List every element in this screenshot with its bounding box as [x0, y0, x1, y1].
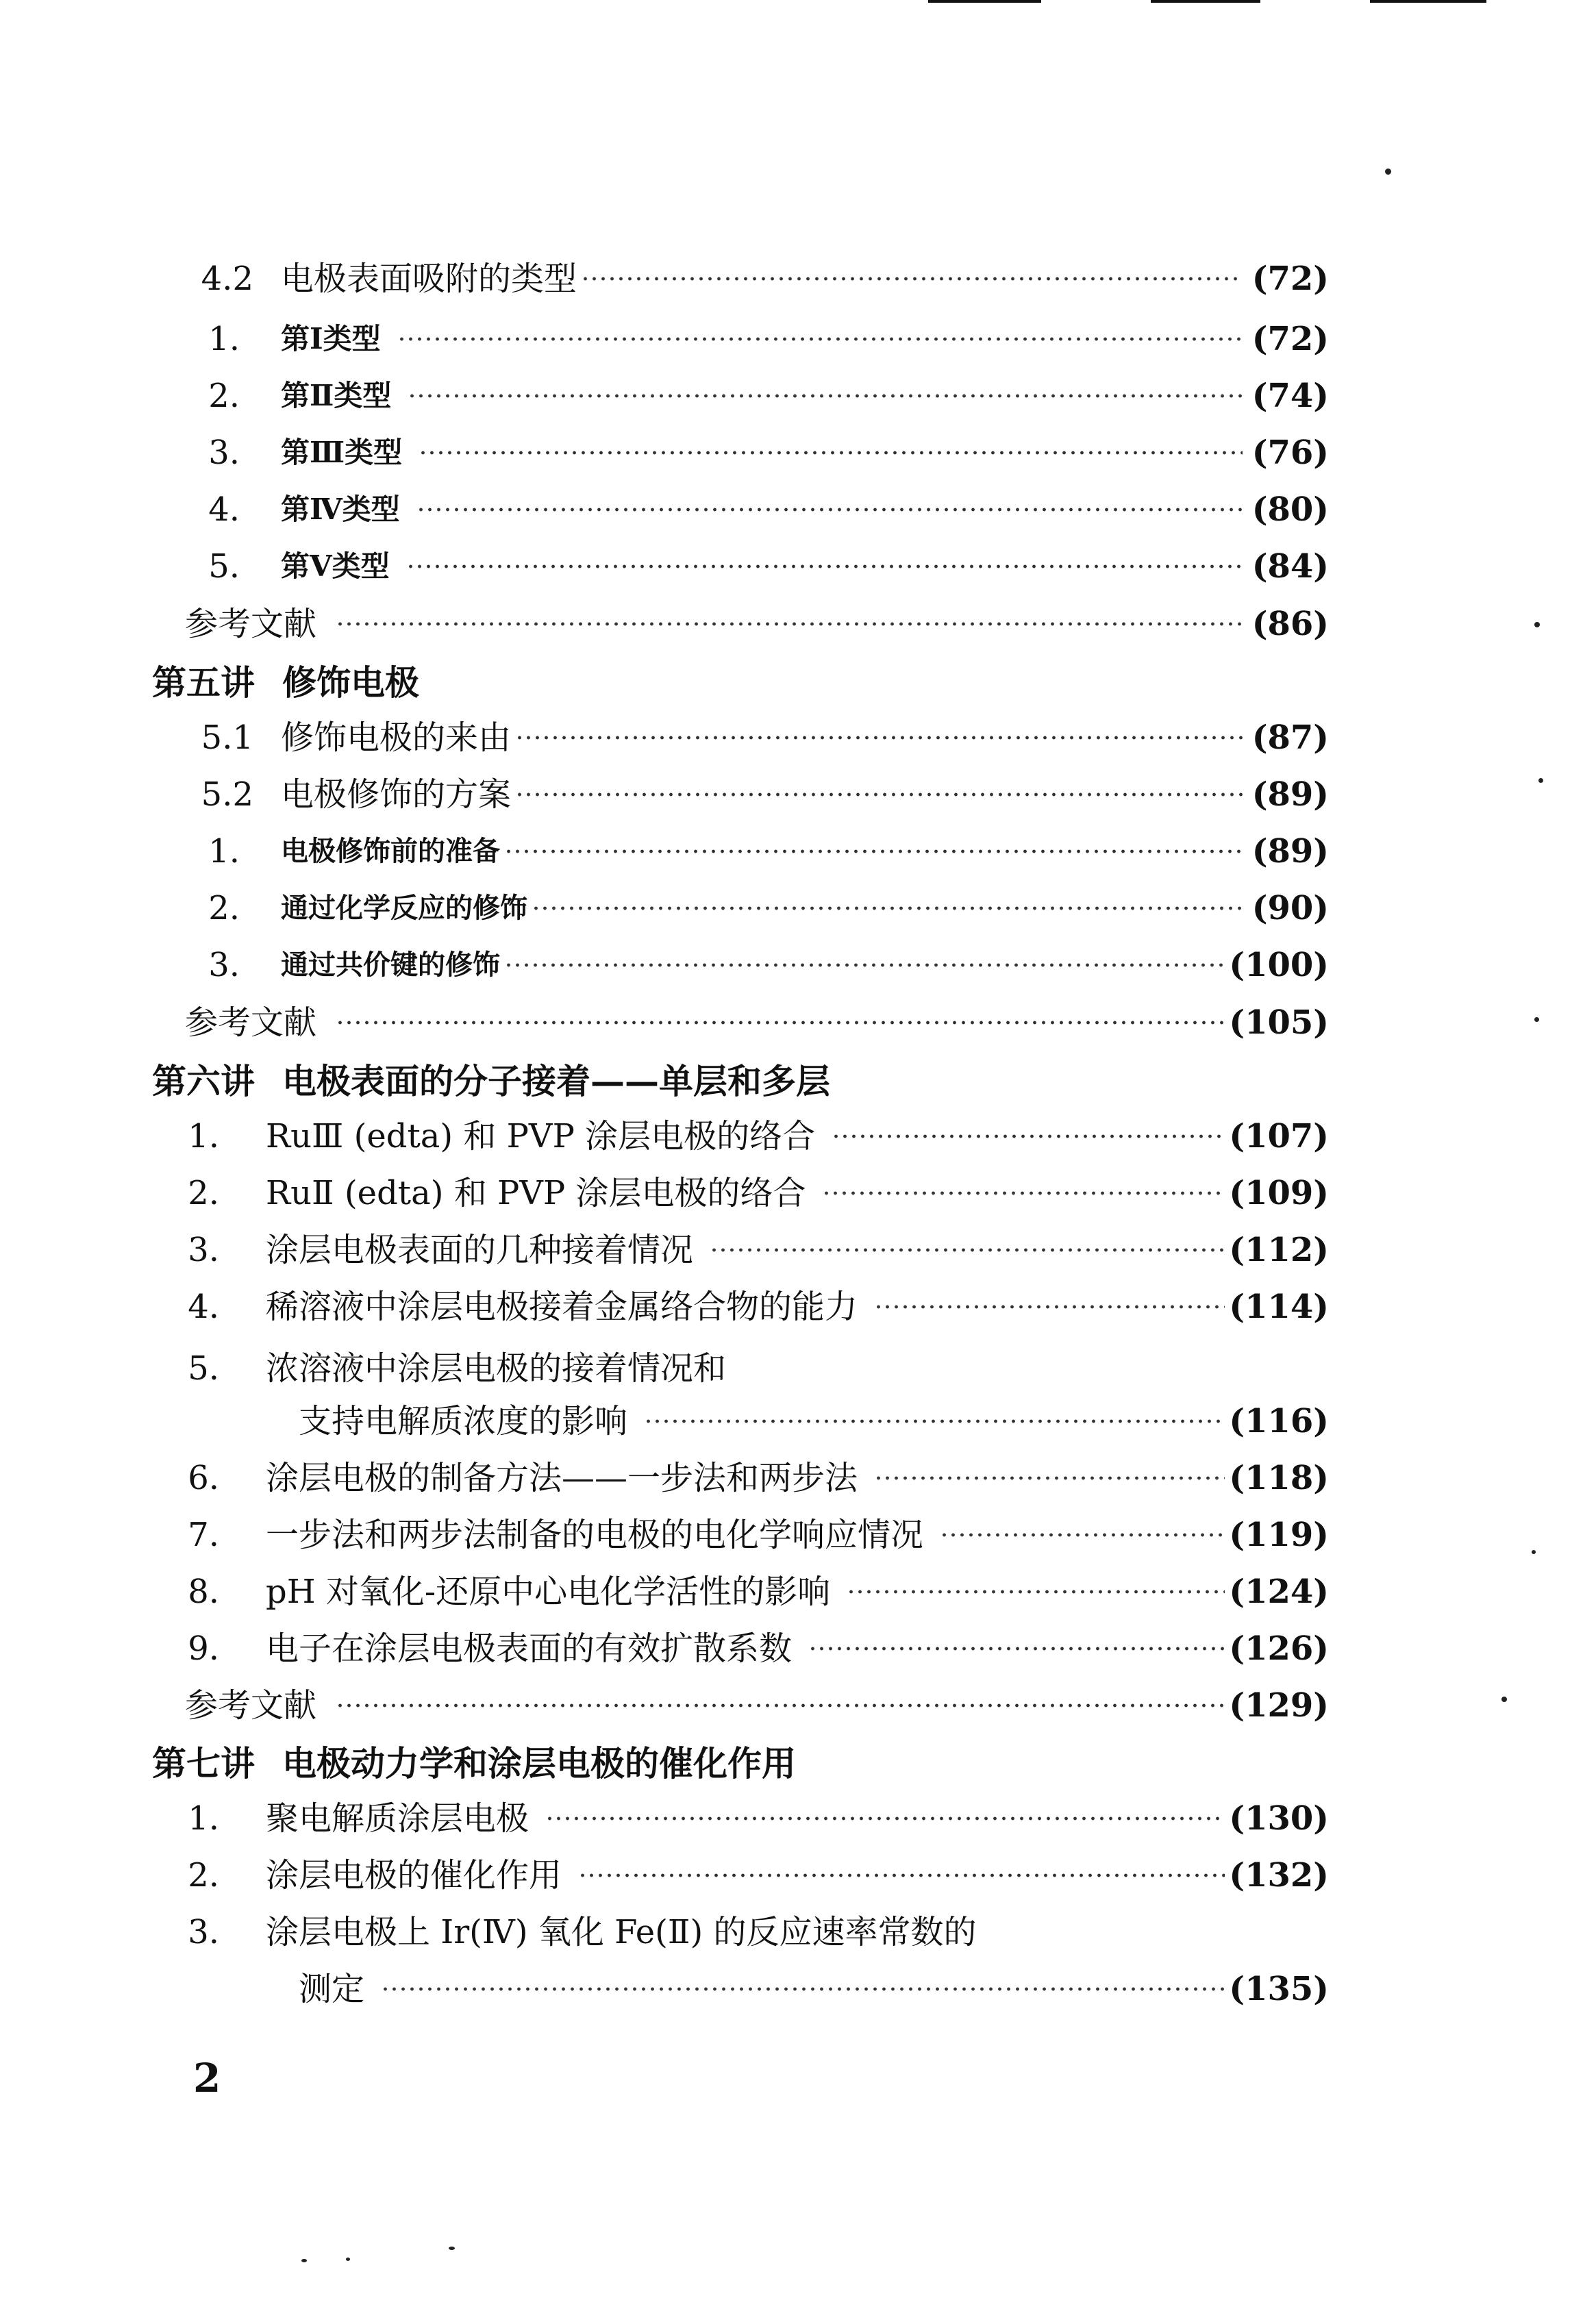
page-number: (100)	[1229, 946, 1329, 984]
toc-item	[185, 1454, 1329, 1502]
dot-leader	[545, 1816, 1225, 1821]
item-number: 1.	[188, 1117, 219, 1155]
section-number: 5.1	[201, 718, 253, 757]
item-title: 电极修饰前的准备	[281, 835, 500, 867]
scan-speck	[1538, 778, 1543, 783]
scan-speck	[1534, 1017, 1539, 1022]
item-number: 2.	[208, 889, 240, 927]
item-number: 3.	[188, 1913, 219, 1951]
page-number: (84)	[1251, 547, 1329, 586]
page-number: (90)	[1251, 889, 1329, 927]
item-title: 涂层电极的制备方法——一步法和两步法	[266, 1459, 858, 1497]
page-number: (130)	[1229, 1799, 1329, 1838]
toc-item	[185, 1511, 1329, 1559]
item-title: 测定	[299, 1970, 365, 2008]
toc-references	[185, 600, 1329, 648]
item-number: 4.	[188, 1288, 219, 1326]
toc-item	[205, 429, 1329, 477]
toc-references	[185, 999, 1329, 1047]
scan-rule	[928, 0, 1041, 3]
dot-leader	[515, 735, 1243, 740]
references-title: 参考文献	[185, 605, 317, 643]
scan-speck	[449, 2247, 455, 2250]
toc-section	[178, 714, 1329, 762]
page-number: (105)	[1229, 1003, 1329, 1042]
item-title: RuⅢ (edta) 和 PVP 涂层电极的络合	[266, 1117, 816, 1155]
page-number: (107)	[1229, 1117, 1329, 1155]
chapter-label: 第五讲	[152, 662, 255, 703]
chapter-title: 电极表面的分子接着——单层和多层	[282, 1061, 830, 1101]
toc-item	[205, 941, 1329, 989]
dot-leader	[874, 1304, 1225, 1310]
toc-item	[205, 542, 1329, 590]
dot-leader	[832, 1134, 1225, 1139]
dot-leader	[532, 905, 1243, 911]
item-title: 稀溶液中涂层电极接着金属络合物的能力	[266, 1288, 858, 1326]
item-title: 支持电解质浓度的影响	[299, 1402, 628, 1440]
item-number: 8.	[188, 1573, 219, 1611]
item-number: 3.	[208, 434, 240, 472]
page-number: (109)	[1229, 1174, 1329, 1212]
scan-speck	[1534, 622, 1540, 627]
dot-leader	[581, 276, 1243, 282]
item-title: 涂层电极表面的几种接着情况	[266, 1231, 694, 1269]
dot-leader	[874, 1475, 1225, 1481]
item-number: 1.	[208, 320, 240, 358]
dot-leader	[710, 1247, 1225, 1253]
item-number: 1.	[208, 832, 240, 871]
item-number: 2.	[188, 1174, 219, 1212]
item-title: 第Ⅱ类型	[281, 379, 392, 412]
item-number: 4.	[208, 490, 240, 529]
dot-leader	[504, 849, 1243, 854]
page-number: (132)	[1229, 1856, 1329, 1895]
section-number: 5.2	[201, 775, 253, 814]
page-number: (116)	[1229, 1402, 1329, 1440]
page-folio: 2	[193, 2055, 221, 2101]
scan-speck	[1385, 168, 1391, 175]
references-title: 参考文献	[185, 1686, 317, 1725]
toc-item	[185, 1226, 1329, 1274]
toc-item	[205, 827, 1329, 875]
item-title: 聚电解质涂层电极	[266, 1799, 529, 1838]
dot-leader	[822, 1190, 1225, 1196]
item-number: 2.	[188, 1856, 219, 1895]
page-number: (87)	[1251, 718, 1329, 757]
toc-item	[185, 1169, 1329, 1217]
scan-speck	[301, 2259, 307, 2262]
item-title: 电子在涂层电极表面的有效扩散系数	[266, 1629, 793, 1668]
dot-leader	[416, 507, 1243, 512]
dot-leader	[940, 1532, 1225, 1538]
section-title: 电极表面吸附的类型	[281, 260, 577, 298]
item-number: 3.	[188, 1231, 219, 1269]
page-number: (114)	[1229, 1288, 1329, 1326]
dot-leader	[644, 1418, 1225, 1424]
item-title: 涂层电极上 Ir(Ⅳ) 氧化 Fe(Ⅱ) 的反应速率常数的	[266, 1913, 977, 1951]
dot-leader	[847, 1589, 1225, 1595]
section-title: 修饰电极的来由	[281, 718, 512, 757]
dot-leader	[381, 1986, 1225, 1992]
item-number: 1.	[188, 1799, 219, 1838]
toc-item	[205, 884, 1329, 932]
item-number: 5.	[188, 1349, 219, 1388]
dot-leader	[406, 564, 1243, 569]
scan-speck	[346, 2258, 350, 2261]
chapter-label: 第七讲	[152, 1743, 255, 1784]
page-number: (76)	[1251, 434, 1329, 472]
toc-item	[185, 1112, 1329, 1160]
scan-rule	[1370, 0, 1486, 3]
item-title: 一步法和两步法制备的电极的电化学响应情况	[266, 1516, 924, 1554]
chapter-title: 修饰电极	[282, 662, 419, 703]
scan-speck	[1501, 1697, 1507, 1702]
dot-leader	[515, 792, 1243, 797]
item-number: 5.	[208, 547, 240, 586]
page-number: (124)	[1229, 1573, 1329, 1611]
chapter-title: 电极动力学和涂层电极的催化作用	[282, 1743, 796, 1784]
item-title: 浓溶液中涂层电极的接着情况和	[266, 1349, 727, 1388]
page-number: (74)	[1251, 377, 1329, 415]
section-title: 电极修饰的方案	[281, 775, 512, 814]
dot-leader	[408, 393, 1243, 399]
item-number: 3.	[208, 946, 240, 984]
dot-leader	[419, 450, 1243, 455]
dot-leader	[397, 336, 1243, 342]
item-title: 涂层电极的催化作用	[266, 1856, 562, 1895]
scan-rule	[1151, 0, 1260, 3]
dot-leader	[808, 1646, 1225, 1651]
references-title: 参考文献	[185, 1003, 317, 1042]
page-number: (119)	[1229, 1516, 1329, 1554]
page-number: (135)	[1229, 1970, 1329, 2008]
item-title: 第Ⅴ类型	[281, 549, 390, 583]
toc-item-continuation	[299, 1397, 1329, 1445]
chapter-heading	[152, 659, 1317, 707]
page-number: (72)	[1251, 320, 1329, 358]
item-title: 第Ⅳ类型	[281, 492, 400, 526]
chapter-label: 第六讲	[152, 1061, 255, 1101]
page-number: (118)	[1229, 1459, 1329, 1497]
toc-item	[205, 315, 1329, 363]
item-number: 9.	[188, 1629, 219, 1668]
chapter-heading	[152, 1058, 1317, 1105]
dot-leader	[336, 1703, 1225, 1708]
section-number: 4.2	[201, 260, 253, 298]
toc-item	[185, 1345, 1329, 1392]
toc-item	[185, 1851, 1329, 1899]
dot-leader	[336, 1020, 1225, 1025]
item-title: 第Ⅲ类型	[281, 436, 403, 469]
toc-section	[178, 771, 1329, 818]
item-number: 6.	[188, 1459, 219, 1497]
dot-leader	[336, 621, 1243, 627]
chapter-heading	[152, 1740, 1317, 1788]
page-number: (86)	[1251, 605, 1329, 643]
page-number: (126)	[1229, 1629, 1329, 1668]
item-title: 第Ⅰ类型	[281, 322, 381, 355]
scan-speck	[1532, 1550, 1536, 1554]
page-number: (112)	[1229, 1231, 1329, 1269]
page-number: (89)	[1251, 832, 1329, 871]
item-title: 通过共价键的修饰	[281, 949, 500, 981]
toc-item	[185, 1625, 1329, 1673]
toc-references	[185, 1682, 1329, 1729]
page-number: (129)	[1229, 1686, 1329, 1725]
toc-item	[205, 486, 1329, 534]
page-number: (80)	[1251, 490, 1329, 529]
page-number: (89)	[1251, 775, 1329, 814]
dot-leader	[504, 962, 1225, 968]
item-number: 2.	[208, 377, 240, 415]
toc-item	[185, 1283, 1329, 1331]
toc-section	[178, 255, 1329, 303]
toc-item	[185, 1568, 1329, 1616]
dot-leader	[578, 1873, 1225, 1878]
page-number: (72)	[1251, 260, 1329, 298]
toc-item	[185, 1795, 1329, 1842]
toc-item	[205, 372, 1329, 420]
toc-item	[185, 1908, 1329, 1956]
item-title: 通过化学反应的修饰	[281, 892, 527, 924]
toc-item-continuation	[299, 1965, 1329, 2013]
item-title: RuⅡ (edta) 和 PVP 涂层电极的络合	[266, 1174, 806, 1212]
item-title: pH 对氧化-还原中心电化学活性的影响	[266, 1573, 831, 1611]
item-number: 7.	[188, 1516, 219, 1554]
